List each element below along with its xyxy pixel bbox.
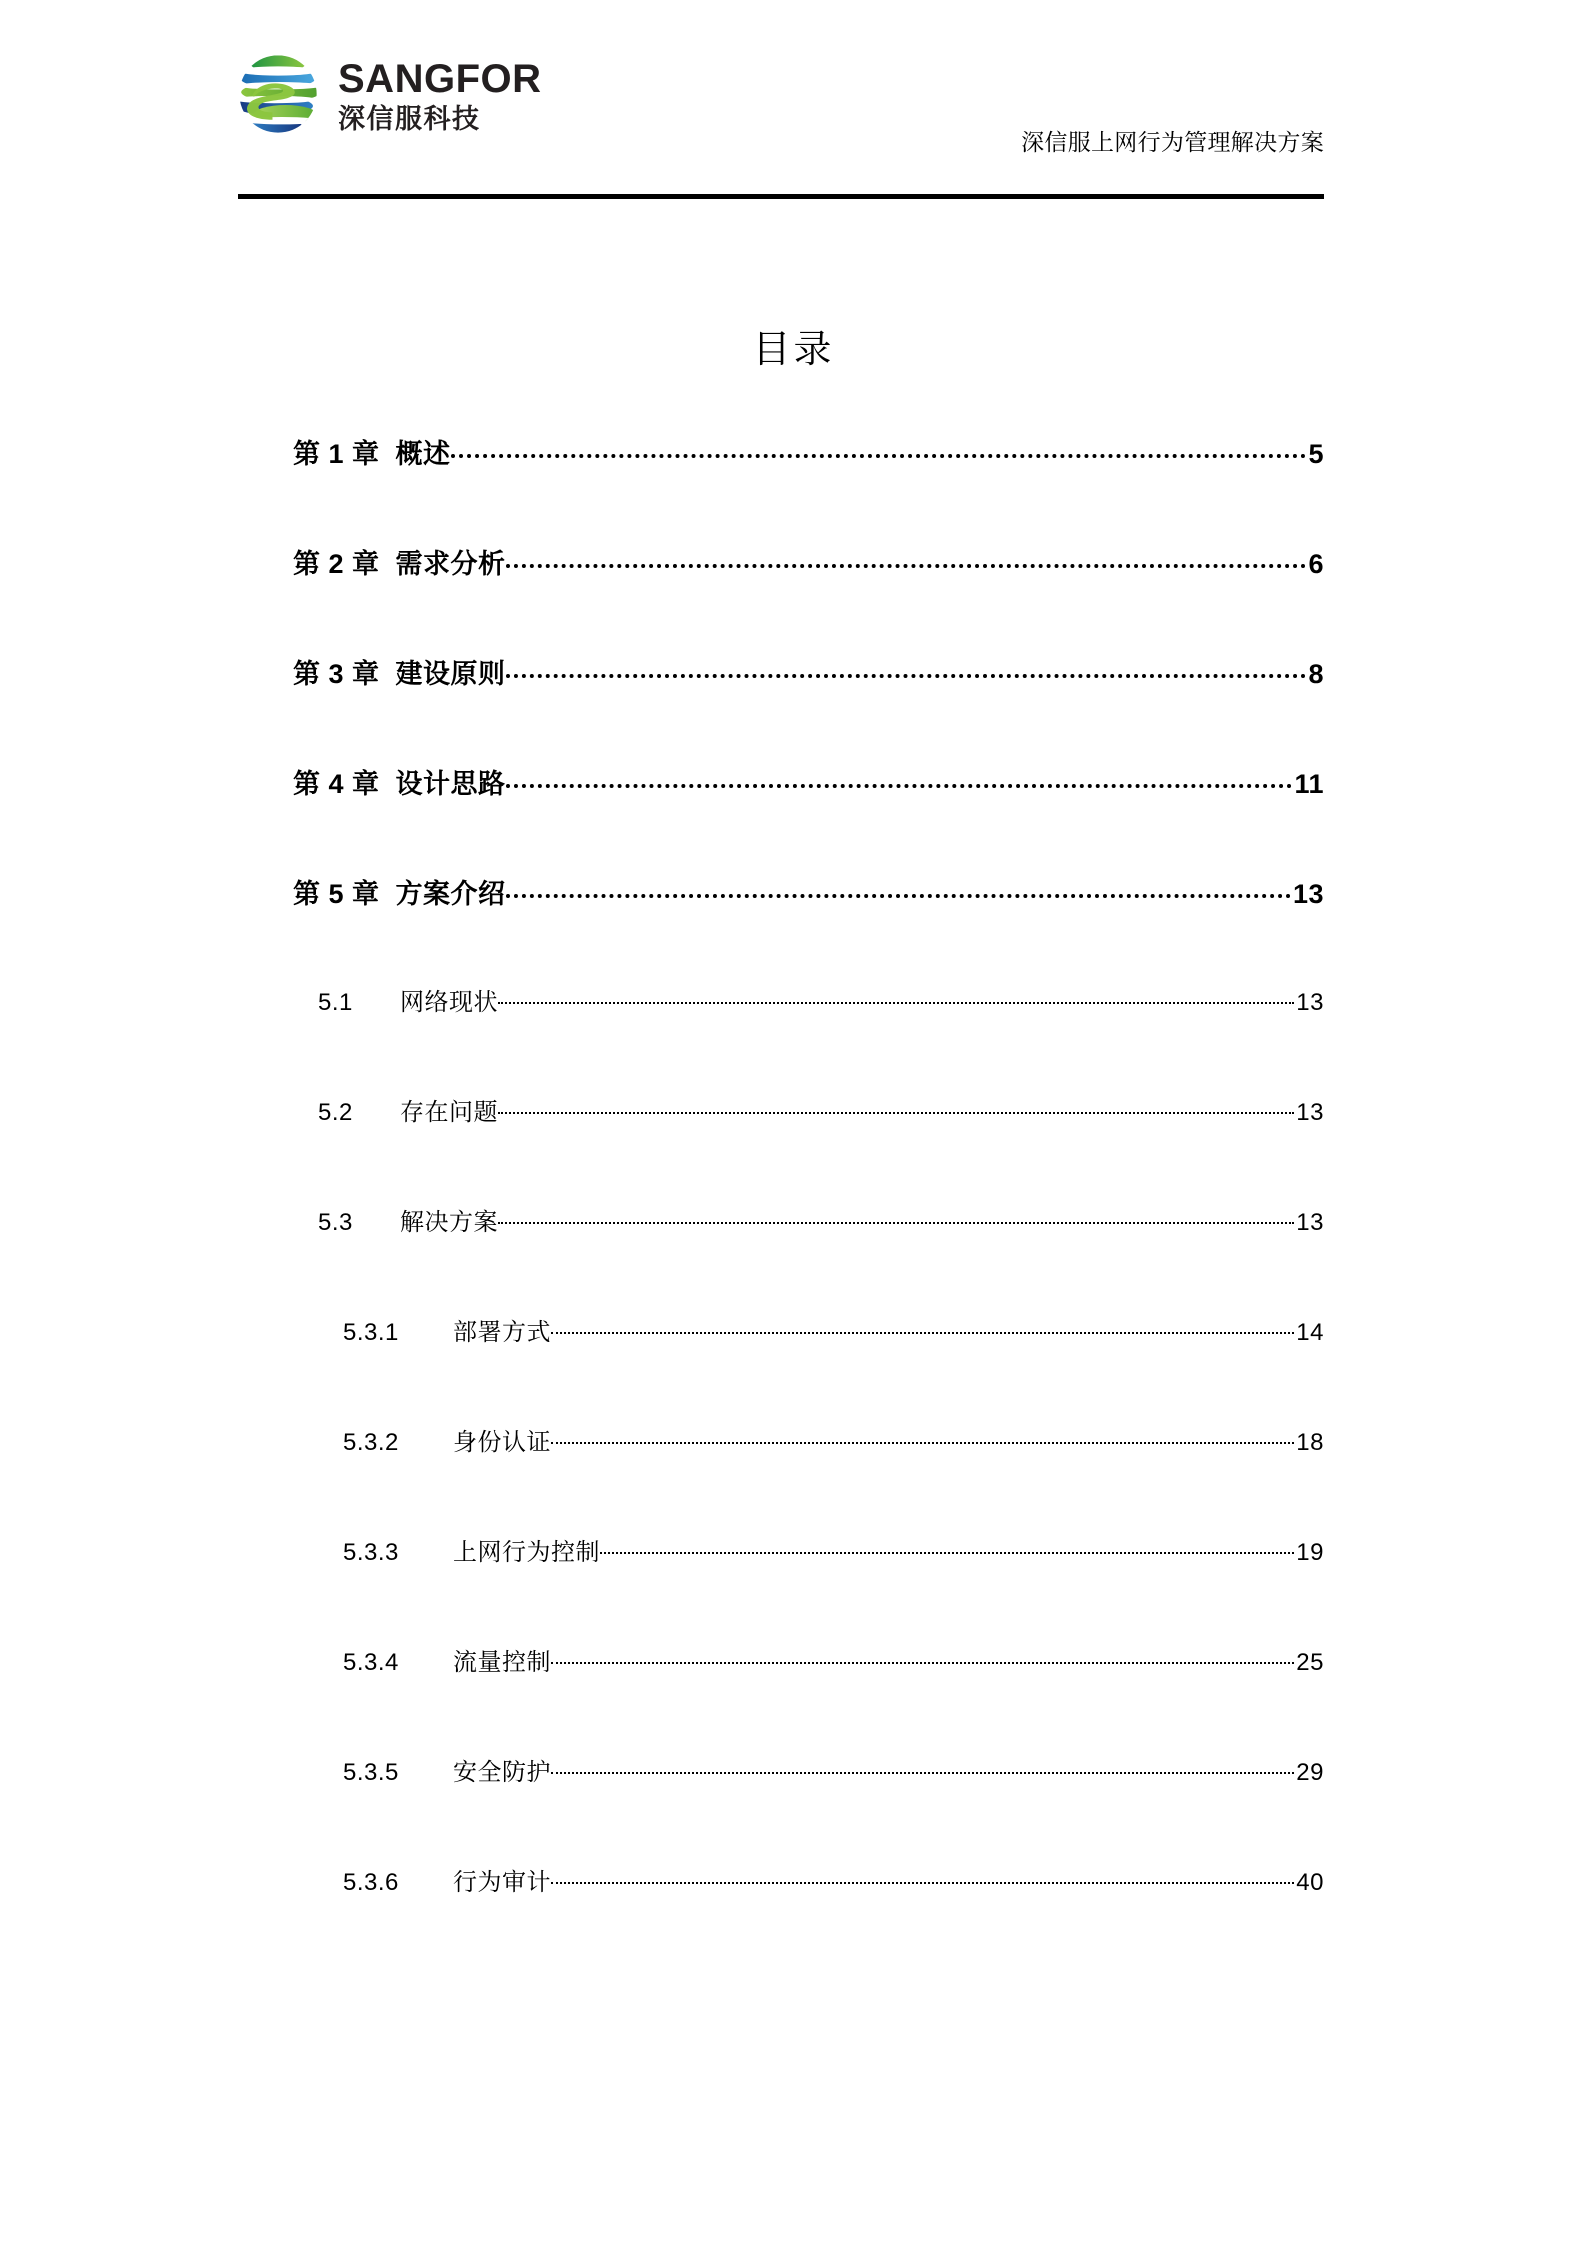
toc-entry-number: 5.2 [318, 1099, 353, 1126]
toc-entry-number: 第 2 章 [293, 549, 380, 579]
toc-entry-number: 5.3.3 [343, 1539, 399, 1566]
toc-entry-label: 设计思路 [395, 769, 506, 799]
toc-entry-label: 概述 [395, 439, 451, 469]
toc-entry-label: 方案介绍 [395, 879, 506, 909]
toc-entry-label: 身份认证 [453, 1429, 551, 1456]
header-document-title: 深信服上网行为管理解决方案 [1021, 129, 1324, 155]
toc-entry[interactable] [0, 982, 1587, 1092]
page-header [0, 0, 1587, 210]
toc-entry-page-number: 13 [1296, 989, 1324, 1016]
toc-entry-label: 安全防护 [453, 1759, 551, 1786]
toc-entry-number: 第 5 章 [293, 879, 380, 909]
toc-entry-number: 第 3 章 [293, 659, 380, 689]
toc-entry[interactable] [0, 1862, 1587, 1972]
brand-text [338, 54, 542, 133]
toc-leader-dots [451, 436, 1307, 463]
toc-leader-dots [498, 1206, 1294, 1230]
header-divider [238, 194, 1324, 199]
toc-entry-number: 第 4 章 [293, 769, 380, 799]
toc-entry-page-number: 13 [1296, 1099, 1324, 1126]
toc-entry[interactable] [0, 1532, 1587, 1642]
toc-leader-dots [551, 1646, 1294, 1670]
toc-entry[interactable] [0, 652, 1587, 762]
toc-entry-number: 5.3.2 [343, 1429, 399, 1456]
toc-entry[interactable] [0, 872, 1587, 982]
toc-entry-page-number: 25 [1296, 1649, 1324, 1676]
toc-leader-dots [498, 986, 1294, 1010]
toc-entry-label: 部署方式 [453, 1319, 551, 1346]
toc-entry-page-number: 29 [1296, 1759, 1324, 1786]
brand-name: SANGFOR [338, 57, 542, 102]
toc-entry-number: 5.1 [318, 989, 353, 1016]
toc-entry[interactable] [0, 1422, 1587, 1532]
toc-entry[interactable] [0, 762, 1587, 872]
toc-leader-dots [551, 1866, 1294, 1890]
toc-entry[interactable] [0, 432, 1587, 542]
toc-entry-page-number: 19 [1296, 1539, 1324, 1566]
toc-entry-page-number: 5 [1308, 439, 1324, 469]
toc-leader-dots [551, 1426, 1294, 1450]
toc-entry-number: 5.3.1 [343, 1319, 399, 1346]
toc-entry-label: 解决方案 [400, 1209, 498, 1236]
toc-entry-number: 5.3.4 [343, 1649, 399, 1676]
toc-entry-label: 需求分析 [395, 549, 506, 579]
toc-leader-dots [551, 1316, 1294, 1340]
toc-entry-page-number: 14 [1296, 1319, 1324, 1346]
sangfor-globe-logo-icon [232, 48, 324, 140]
toc-entry-label: 存在问题 [400, 1099, 498, 1126]
toc-entry[interactable] [0, 1092, 1587, 1202]
toc-entry-label: 建设原则 [395, 659, 506, 689]
toc-entry-page-number: 8 [1308, 659, 1324, 689]
toc-leader-dots [551, 1756, 1294, 1780]
table-of-contents [0, 432, 1587, 1972]
toc-leader-dots [506, 656, 1307, 683]
toc-entry-page-number: 6 [1308, 549, 1324, 579]
toc-entry-label: 流量控制 [453, 1649, 551, 1676]
toc-entry-number: 第 1 章 [293, 439, 380, 469]
page-title: 目录 [752, 329, 835, 371]
brand-sub: 深信服科技 [338, 104, 481, 135]
toc-leader-dots [506, 766, 1293, 793]
toc-entry-number: 5.3 [318, 1209, 353, 1236]
toc-entry-label: 行为审计 [453, 1869, 551, 1896]
toc-entry[interactable] [0, 542, 1587, 652]
toc-entry[interactable] [0, 1752, 1587, 1862]
brand-lockup [232, 48, 542, 140]
toc-leader-dots [506, 546, 1307, 573]
toc-entry[interactable] [0, 1202, 1587, 1312]
toc-entry-page-number: 13 [1296, 1209, 1324, 1236]
toc-entry-page-number: 40 [1296, 1869, 1324, 1896]
toc-entry[interactable] [0, 1642, 1587, 1752]
toc-entry-label: 上网行为控制 [453, 1539, 600, 1566]
toc-leader-dots [506, 876, 1291, 903]
toc-leader-dots [498, 1096, 1294, 1120]
toc-leader-dots [600, 1536, 1294, 1560]
toc-entry-label: 网络现状 [400, 989, 498, 1016]
toc-entry-page-number: 11 [1294, 769, 1324, 799]
toc-entry-number: 5.3.6 [343, 1869, 399, 1896]
toc-entry-page-number: 13 [1292, 879, 1324, 909]
toc-entry[interactable] [0, 1312, 1587, 1422]
toc-entry-number: 5.3.5 [343, 1759, 399, 1786]
toc-entry-page-number: 18 [1296, 1429, 1324, 1456]
